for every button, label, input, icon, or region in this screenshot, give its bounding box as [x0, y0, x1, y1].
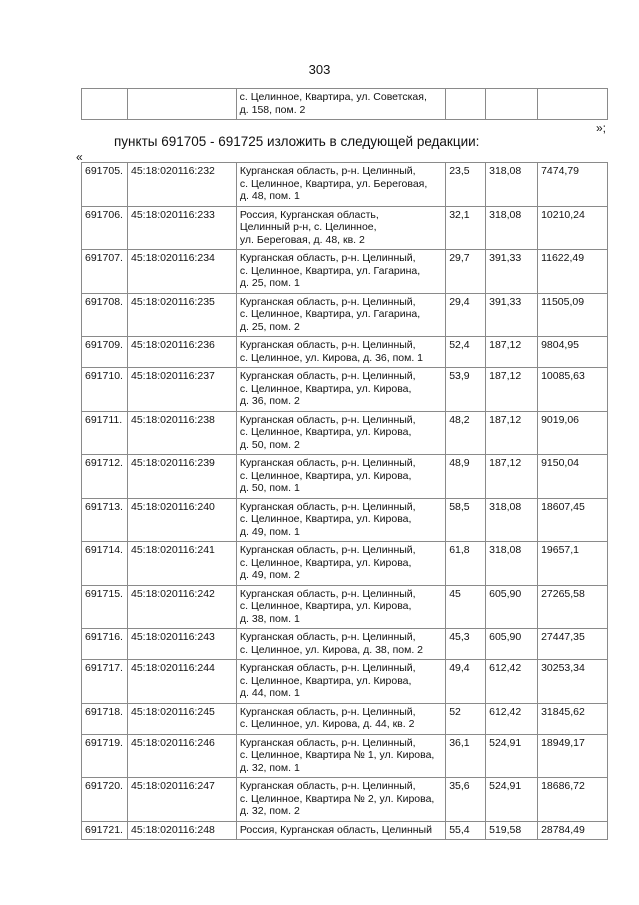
address-cell: Курганская область, р-н. Целинный, с. Целинное, Квартира, ул. Гагарина, д. 25, пом. 1: [236, 250, 445, 294]
row-number: [82, 89, 128, 120]
cadastral-number: 45:18:020116:234: [127, 250, 236, 294]
row-number: 691710.: [82, 368, 128, 412]
table-row: [82, 778, 608, 822]
price-cell: 187,12: [486, 368, 538, 412]
table-row: [82, 498, 608, 542]
area-cell: 29,4: [446, 293, 486, 337]
row-number: 691706.: [82, 206, 128, 250]
area-cell: 45,3: [446, 629, 486, 660]
row-number: 691716.: [82, 629, 128, 660]
value-cell: 31845,62: [538, 703, 608, 734]
address-cell: Россия, Курганская область, Целинный р-н, с. Целинное, ул. Береговая, д. 48, кв. 2: [236, 206, 445, 250]
closing-quote: »;: [596, 121, 607, 135]
value-cell: 9019,06: [538, 411, 608, 455]
value-cell: 30253,34: [538, 660, 608, 704]
table-row: [82, 368, 608, 412]
price-cell: 391,33: [486, 250, 538, 294]
area-cell: 53,9: [446, 368, 486, 412]
price-cell: [486, 89, 538, 120]
price-cell: 318,08: [486, 542, 538, 586]
area-cell: 58,5: [446, 498, 486, 542]
row-number: 691720.: [82, 778, 128, 822]
price-cell: 187,12: [486, 337, 538, 368]
table-row: [82, 585, 608, 629]
value-cell: 11505,09: [538, 293, 608, 337]
table-row: [82, 821, 608, 840]
row-number: 691714.: [82, 542, 128, 586]
row-number: 691707.: [82, 250, 128, 294]
row-number: 691717.: [82, 660, 128, 704]
row-number: 691718.: [82, 703, 128, 734]
price-cell: 187,12: [486, 455, 538, 499]
value-cell: 7474,79: [538, 163, 608, 207]
price-cell: 612,42: [486, 703, 538, 734]
cadastral-number: 45:18:020116:247: [127, 778, 236, 822]
cadastral-number: 45:18:020116:245: [127, 703, 236, 734]
address-cell: Россия, Курганская область, Целинный: [236, 821, 445, 840]
row-number: 691713.: [82, 498, 128, 542]
value-cell: 18607,45: [538, 498, 608, 542]
area-cell: 36,1: [446, 734, 486, 778]
page-number: 303: [308, 62, 331, 77]
row-number: 691705.: [82, 163, 128, 207]
address-cell: Курганская область, р-н. Целинный, с. Целинное, Квартира, ул. Кирова, д. 50, пом. 2: [236, 411, 445, 455]
price-cell: 391,33: [486, 293, 538, 337]
area-cell: 49,4: [446, 660, 486, 704]
address-cell: Курганская область, р-н. Целинный, с. Целинное, Квартира, ул. Кирова, д. 44, пом. 1: [236, 660, 445, 704]
area-cell: 48,9: [446, 455, 486, 499]
address-cell: Курганская область, р-н. Целинный, с. Целинное, Квартира, ул. Гагарина, д. 25, пом. 2: [236, 293, 445, 337]
value-cell: 27447,35: [538, 629, 608, 660]
value-cell: 10210,24: [538, 206, 608, 250]
cadastral-number: 45:18:020116:246: [127, 734, 236, 778]
cadastral-number: [127, 89, 236, 120]
cadastral-number: 45:18:020116:237: [127, 368, 236, 412]
address-cell: Курганская область, р-н. Целинный, с. Целинное, ул. Кирова, д. 38, пом. 2: [236, 629, 445, 660]
row-number: 691715.: [82, 585, 128, 629]
price-cell: 519,58: [486, 821, 538, 840]
opening-quote: «: [76, 150, 83, 164]
cadastral-number: 45:18:020116:235: [127, 293, 236, 337]
cadastral-number: 45:18:020116:248: [127, 821, 236, 840]
area-cell: 48,2: [446, 411, 486, 455]
price-cell: 318,08: [486, 163, 538, 207]
cadastral-number: 45:18:020116:236: [127, 337, 236, 368]
row-number: 691711.: [82, 411, 128, 455]
address-cell: Курганская область, р-н. Целинный, с. Целинное, ул. Кирова, д. 44, кв. 2: [236, 703, 445, 734]
area-cell: 45: [446, 585, 486, 629]
intro-text: пункты 691705 - 691725 изложить в следующей редакции:: [114, 134, 480, 149]
area-cell: 52,4: [446, 337, 486, 368]
value-cell: 9150,04: [538, 455, 608, 499]
cadastral-number: 45:18:020116:241: [127, 542, 236, 586]
cadastral-number: 45:18:020116:239: [127, 455, 236, 499]
address-cell: Курганская область, р-н. Целинный, с. Целинное, Квартира, ул. Кирова, д. 49, пом. 1: [236, 498, 445, 542]
cadastral-number: 45:18:020116:244: [127, 660, 236, 704]
price-cell: 187,12: [486, 411, 538, 455]
price-cell: 605,90: [486, 629, 538, 660]
address-cell: Курганская область, р-н. Целинный, с. Целинное, Квартира, ул. Кирова, д. 38, пом. 1: [236, 585, 445, 629]
price-cell: 318,08: [486, 206, 538, 250]
table-row: [82, 455, 608, 499]
row-number: 691712.: [82, 455, 128, 499]
table-row: [82, 660, 608, 704]
price-cell: 612,42: [486, 660, 538, 704]
table-row: [82, 89, 608, 120]
cadastral-number: 45:18:020116:243: [127, 629, 236, 660]
table-row: [82, 206, 608, 250]
address-cell: Курганская область, р-н. Целинный, с. Целинное, Квартира № 1, ул. Кирова, д. 32, пом. 1: [236, 734, 445, 778]
area-cell: 32,1: [446, 206, 486, 250]
table-row: [82, 163, 608, 207]
price-cell: 524,91: [486, 778, 538, 822]
value-cell: 19657,1: [538, 542, 608, 586]
table-row: [82, 734, 608, 778]
value-cell: 28784,49: [538, 821, 608, 840]
table-row: [82, 629, 608, 660]
cadastral-number: 45:18:020116:242: [127, 585, 236, 629]
address-cell: Курганская область, р-н. Целинный, с. Целинное, Квартира, ул. Кирова, д. 49, пом. 2: [236, 542, 445, 586]
area-cell: 55,4: [446, 821, 486, 840]
address-cell: Курганская область, р-н. Целинный, с. Целинное, Квартира, ул. Кирова, д. 36, пом. 2: [236, 368, 445, 412]
value-cell: 11622,49: [538, 250, 608, 294]
value-cell: 10085,63: [538, 368, 608, 412]
table-row: [82, 293, 608, 337]
address-cell: с. Целинное, Квартира, ул. Советская, д. 158, пом. 2: [236, 89, 446, 120]
cadastral-number: 45:18:020116:238: [127, 411, 236, 455]
table-row: [82, 250, 608, 294]
value-cell: [538, 89, 608, 120]
price-cell: 524,91: [486, 734, 538, 778]
value-cell: 18686,72: [538, 778, 608, 822]
address-cell: Курганская область, р-н. Целинный, с. Целинное, Квартира, ул. Кирова, д. 50, пом. 1: [236, 455, 445, 499]
table-row: [82, 703, 608, 734]
area-cell: 52: [446, 703, 486, 734]
value-cell: 9804,95: [538, 337, 608, 368]
value-cell: 18949,17: [538, 734, 608, 778]
price-cell: 605,90: [486, 585, 538, 629]
row-number: 691708.: [82, 293, 128, 337]
area-cell: 29,7: [446, 250, 486, 294]
area-cell: [446, 89, 486, 120]
area-cell: 35,6: [446, 778, 486, 822]
row-number: 691719.: [82, 734, 128, 778]
row-number: 691709.: [82, 337, 128, 368]
value-cell: 27265,58: [538, 585, 608, 629]
table-row: [82, 411, 608, 455]
continued-table: [81, 88, 608, 120]
table-row: [82, 337, 608, 368]
area-cell: 23,5: [446, 163, 486, 207]
table-row: [82, 542, 608, 586]
address-cell: Курганская область, р-н. Целинный, с. Целинное, Квартира № 2, ул. Кирова, д. 32, пом. 2: [236, 778, 445, 822]
cadastral-table: [81, 162, 608, 840]
cadastral-number: 45:18:020116:240: [127, 498, 236, 542]
address-cell: Курганская область, р-н. Целинный, с. Целинное, Квартира, ул. Береговая, д. 48, пом. 1: [236, 163, 445, 207]
area-cell: 61,8: [446, 542, 486, 586]
row-number: 691721.: [82, 821, 128, 840]
address-cell: Курганская область, р-н. Целинный, с. Целинное, ул. Кирова, д. 36, пом. 1: [236, 337, 445, 368]
cadastral-number: 45:18:020116:232: [127, 163, 236, 207]
price-cell: 318,08: [486, 498, 538, 542]
cadastral-number: 45:18:020116:233: [127, 206, 236, 250]
